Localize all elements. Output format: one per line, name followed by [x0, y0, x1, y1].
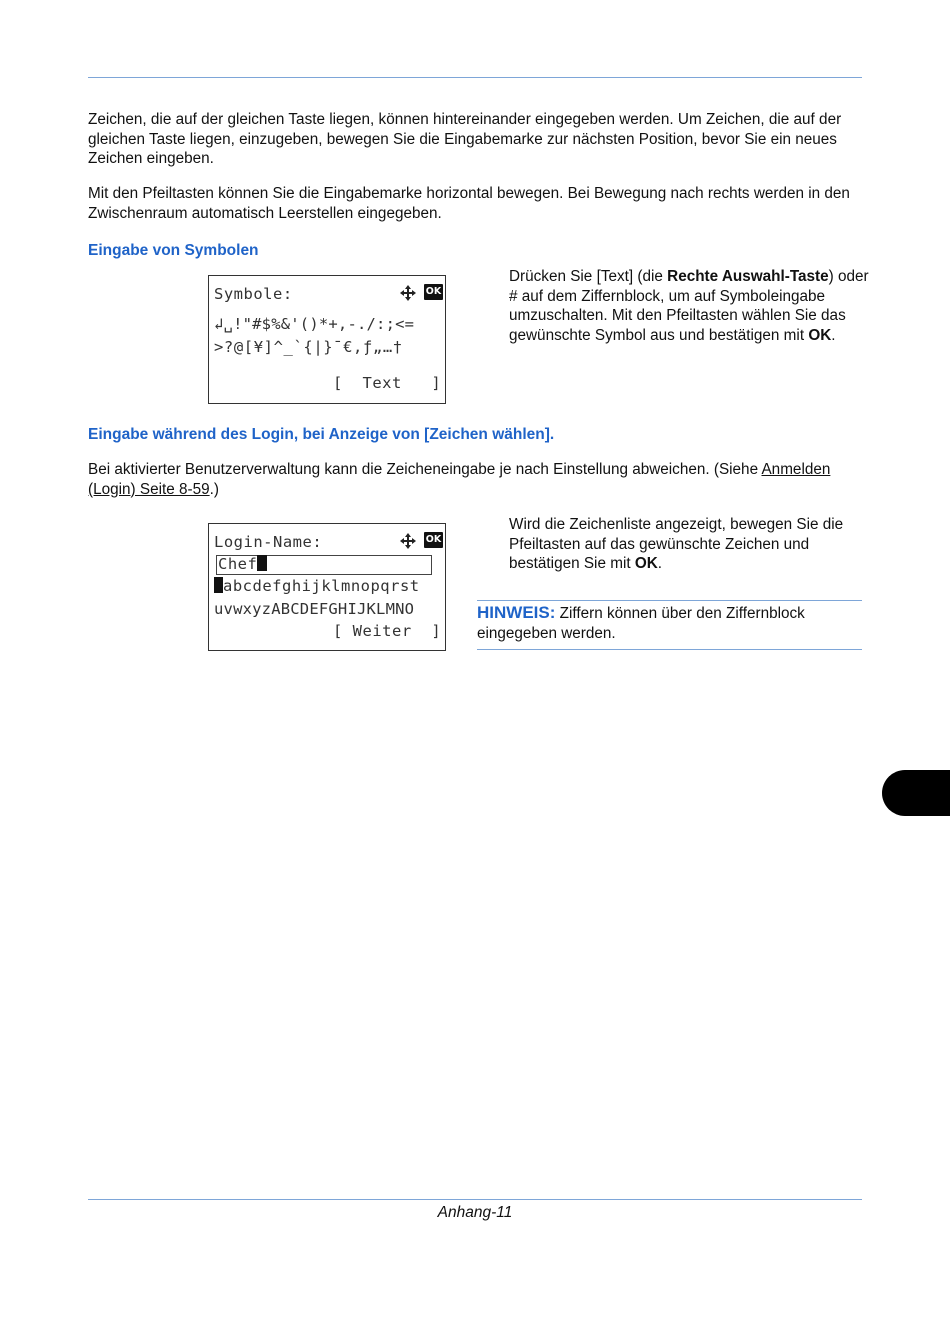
- field-value-text: Chef: [218, 555, 258, 573]
- text-cursor: [257, 555, 267, 571]
- desc-end: .: [831, 326, 836, 344]
- note-top-rule: [477, 600, 862, 601]
- login-reference-link[interactable]: Anmelden (Login) Seite 8-59: [88, 461, 831, 498]
- note-text: Ziffern können über den Ziffernblock eingegeben werden.: [477, 605, 805, 642]
- note-box: [477, 603, 862, 644]
- login-para-text: Bei aktivierter Benutzerverwaltung kann die Zeicheneingabe je nach Einstellung abweichen. (Siehe: [88, 461, 762, 478]
- top-rule: [88, 77, 862, 78]
- symbols-lcd-screen: [208, 275, 446, 404]
- lcd-softkey-text: [ Text ]: [333, 374, 442, 392]
- footer-rule: [88, 1199, 862, 1200]
- desc-bold-key: Rechte Auswahl-Taste: [667, 268, 829, 285]
- lcd-symbols-row-1: ↲␣!"#$%&'()*+,-./:;<=: [214, 315, 415, 333]
- four-way-arrows-icon: [400, 285, 416, 301]
- desc-bold-ok: OK: [634, 555, 658, 572]
- login-name-value: [218, 555, 267, 573]
- desc-text: Wird die Zeichenliste angezeigt, bewegen Sie die Pfeiltasten auf das gewünschte Zeichen und bestätigen Sie mit: [509, 516, 844, 572]
- symbols-heading: Eingabe von Symbolen: [88, 242, 259, 259]
- login-paragraph: [88, 460, 862, 499]
- four-way-arrows-icon: [400, 533, 416, 549]
- intro-paragraph-1: Zeichen, die auf der gleichen Taste liegen, können hintereinander eingegeben werden. Um Zeichen, die auf der gleichen Taste liegen, einzugeben, bewegen Sie die Eingabemarke zur nächsten Position, bevor Sie ein neues Zeichen eingeben.: [88, 111, 842, 167]
- lcd-title: Login-Name:: [214, 533, 323, 551]
- page-number: Anhang-11: [437, 1204, 513, 1221]
- note-label: HINWEIS:: [477, 603, 556, 622]
- lcd-char-row-1: [214, 577, 420, 595]
- char-row-1-text: abcdefghijklmnopqrst: [223, 577, 420, 595]
- lcd-symbols-row-2: >?@[¥]^_`{|}¯€,ƒ„…†: [214, 338, 403, 356]
- selection-cursor: [214, 577, 223, 593]
- login-lcd-screen: [208, 523, 446, 651]
- lcd-softkey-weiter: [ Weiter ]: [333, 622, 442, 640]
- desc-text: Drücken Sie [Text] (die: [509, 268, 668, 285]
- login-para-end: .): [209, 480, 219, 498]
- ok-key-icon: OK: [424, 284, 443, 300]
- note-bottom-rule: [477, 649, 862, 650]
- lcd-char-row-2: uvwxyzABCDEFGHIJKLMNO: [214, 600, 415, 618]
- login-heading: Eingabe während des Login, bei Anzeige von [Zeichen wählen].: [88, 426, 555, 443]
- desc-bold-ok: OK: [808, 326, 832, 344]
- intro-paragraph-2: Mit den Pfeiltasten können Sie die Eingabemarke horizontal bewegen. Bei Bewegung nach rechts werden in den Zwischenraum automatisch Leerstellen eingegeben.: [88, 185, 850, 222]
- ok-key-icon: OK: [424, 532, 443, 548]
- desc-end: .: [657, 555, 663, 572]
- symbols-description: [509, 267, 869, 345]
- chapter-tab-marker: [882, 770, 950, 816]
- desc-text: ) oder # auf dem Ziffernblock, um auf Symboleingabe umzuschalten. Mit den Pfeiltasten wählen Sie das gewünschte Symbol aus und bestätigen mit: [509, 268, 869, 344]
- lcd-title: Symbole:: [214, 285, 293, 303]
- login-description: [509, 515, 869, 574]
